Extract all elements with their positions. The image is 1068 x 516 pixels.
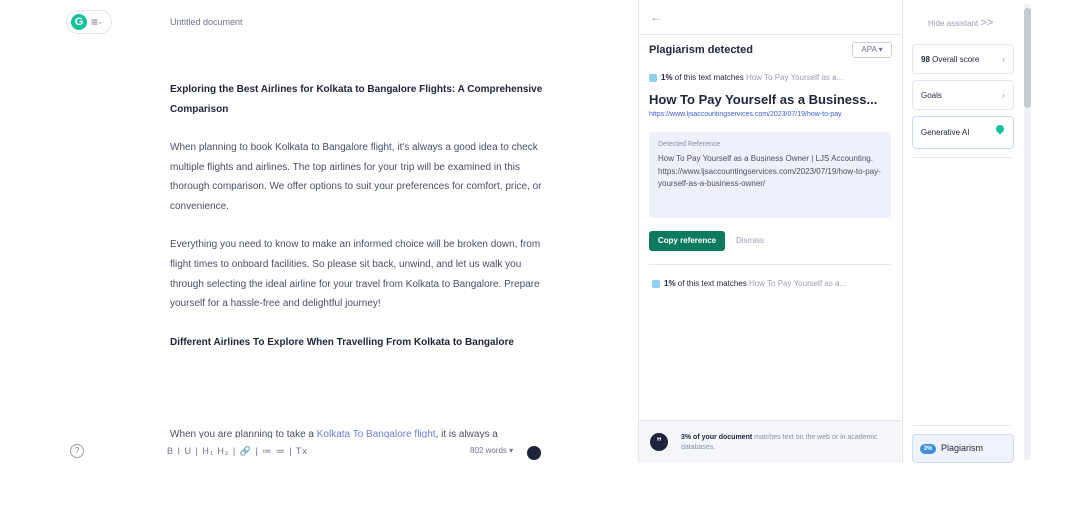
hamburger-menu-icon: ≡·	[91, 15, 102, 29]
document-title[interactable]: Untitled document	[170, 17, 243, 27]
paragraph-3-text-end: , it is always a	[435, 429, 498, 438]
panel-separator	[639, 34, 901, 35]
goals-label: Goals	[921, 91, 942, 100]
match-item-2[interactable]	[652, 279, 846, 288]
source-title[interactable]: How To Pay Yourself as a Business...	[649, 92, 878, 107]
overall-score-text: Overall score	[932, 55, 980, 64]
overall-score-label	[921, 55, 979, 64]
reference-text: How To Pay Yourself as a Business Owner | LJS Accounting. https://www.ljsaccountingservices.com/2023/07/19/how-to-pay-yourself-as-a-business-owner/	[658, 154, 881, 188]
detected-reference-box	[649, 132, 891, 218]
generative-ai-card[interactable]	[912, 116, 1014, 149]
document-match-percent: 3% of your document	[681, 434, 753, 441]
word-count[interactable]: 802 words ▾	[470, 446, 514, 455]
document-match-text	[681, 433, 891, 453]
paragraph-3	[170, 424, 550, 438]
source-url[interactable]: https://www.ljsaccountingservices.com/2023/07/19/how-to-pay	[649, 111, 842, 118]
match-1-source: How To Pay Yourself as a...	[745, 73, 844, 82]
quote-icon	[652, 280, 660, 288]
match-2-text: of this text matches	[677, 279, 747, 288]
heading-2: Different Airlines To Explore When Travelling From Kolkata to Bangalore	[170, 336, 514, 348]
generative-ai-label: Generative AI	[921, 128, 970, 137]
formatting-toolbar[interactable]: B I U | H₁ H₂ | 🔗 | ≔ ≔ | Tx	[167, 446, 308, 456]
back-arrow-icon[interactable]: ←	[650, 10, 662, 24]
reference-label: Detected Reference	[658, 141, 721, 148]
quote-icon	[649, 74, 657, 82]
overall-score-value: 98	[921, 55, 930, 64]
assistant-divider	[902, 0, 903, 462]
goals-card[interactable]	[912, 80, 1014, 110]
assistant-separator-bottom	[913, 425, 1011, 426]
citation-style-value: APA	[861, 45, 877, 54]
paragraph-3-link[interactable]: Kolkata To Bangalore flight	[316, 429, 436, 438]
match-1-text: of this text matches	[674, 73, 744, 82]
scrollbar-thumb[interactable]	[1024, 8, 1031, 108]
plagiarism-label: Plagiarism	[941, 443, 984, 453]
document-match-description: matches text on the web or in academic databases.	[681, 434, 878, 451]
hide-assistant-button[interactable]	[928, 17, 993, 29]
word-count-label: 802 words	[470, 446, 507, 455]
plagiarism-title: Plagiarism detected	[649, 44, 753, 56]
assistant-separator	[913, 157, 1011, 158]
match-1-percent: 1%	[661, 73, 673, 82]
overall-score-card[interactable]	[912, 44, 1014, 74]
grammarly-menu-button[interactable]	[66, 10, 112, 34]
hide-assistant-label: Hide assistant	[928, 19, 979, 28]
match-2-percent: 1%	[664, 279, 676, 288]
editor-body[interactable]	[170, 80, 550, 353]
plagiarism-button[interactable]	[912, 434, 1014, 463]
quote-circle-icon: ”	[650, 433, 668, 451]
assistant-toggle-icon[interactable]	[527, 446, 541, 460]
help-icon[interactable]: ?	[70, 444, 84, 458]
dismiss-button[interactable]: Dismiss	[736, 236, 764, 245]
chevron-right-icon: ›	[1002, 90, 1005, 100]
grammarly-logo-icon: G	[71, 14, 87, 30]
double-chevron-icon: >>	[980, 17, 994, 29]
citation-style-select[interactable]: APA ▾	[852, 42, 892, 58]
match-item-1[interactable]	[649, 73, 843, 82]
paragraph-3-text: When you are planning to take a	[170, 429, 317, 438]
chevron-right-icon: ›	[1002, 54, 1005, 64]
location-pin-icon	[994, 123, 1005, 134]
heading-1: Exploring the Best Airlines for Kolkata to Bangalore Flights: A Comprehensive Comparison	[170, 84, 543, 115]
copy-reference-button[interactable]: Copy reference	[649, 231, 725, 251]
paragraph-1: When planning to book Kolkata to Bangalore flight, it's always a good idea to check multiple flights and airlines. The top airlines for your trip will be examined in this thorough comparison. We offer options to suit your preferences for comfort, price, or convenience.	[170, 142, 542, 212]
paragraph-2: Everything you need to know to make an informed choice will be broken down, from flight times to onboard facilities. So please sit back, unwind, and let us walk you through selecting the ideal airline for your travel from Kolkata to Bangalore. Prepare yourself for a hassle-free and delightful journey!	[170, 239, 541, 310]
match-2-source: How To Pay Yourself as a...	[748, 279, 847, 288]
document-match-summary	[639, 420, 901, 463]
plagiarism-badge: 3%	[920, 444, 936, 454]
match-separator	[649, 264, 891, 265]
